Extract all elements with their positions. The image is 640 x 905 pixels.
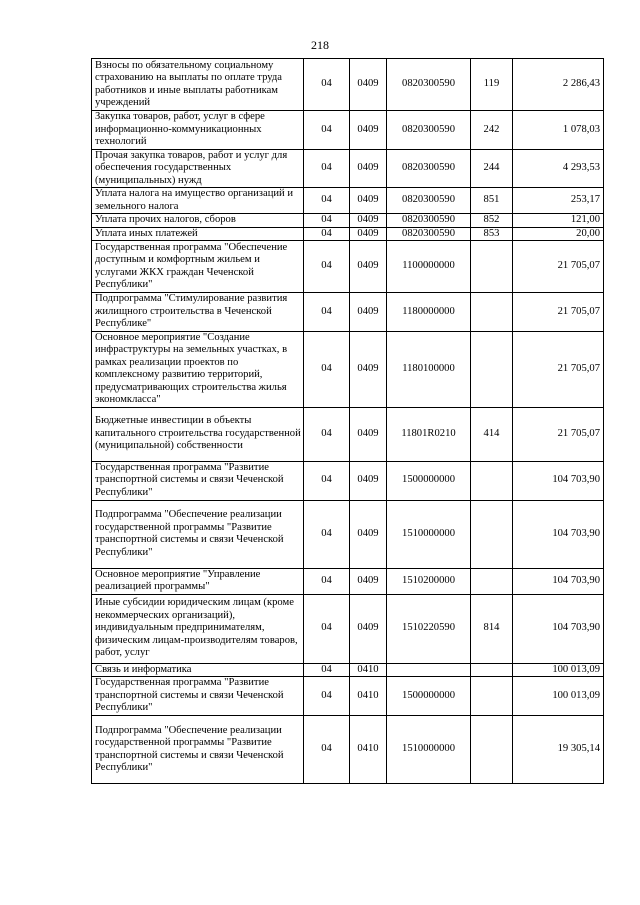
row-section: 04 bbox=[304, 568, 350, 594]
row-target-article: 1510000000 bbox=[387, 716, 471, 784]
row-target-article: 1180000000 bbox=[387, 293, 471, 332]
table-row bbox=[92, 331, 604, 407]
table-row bbox=[92, 293, 604, 332]
row-expense-type: 851 bbox=[471, 188, 513, 214]
table-row bbox=[92, 407, 604, 461]
row-expense-type bbox=[471, 241, 513, 293]
table-row bbox=[92, 227, 604, 241]
row-amount: 21 705,07 bbox=[513, 293, 604, 332]
row-section: 04 bbox=[304, 214, 350, 228]
row-target-article: 11801R0210 bbox=[387, 407, 471, 461]
row-subsection: 0410 bbox=[350, 716, 387, 784]
row-subsection: 0409 bbox=[350, 461, 387, 500]
row-target-article: 0820300590 bbox=[387, 188, 471, 214]
row-expense-type bbox=[471, 716, 513, 784]
row-name: Государственная программа "Обеспечение доступным и комфортным жильем и услугами ЖКХ граждан Чеченской Республики" bbox=[92, 241, 304, 293]
row-expense-type: 414 bbox=[471, 407, 513, 461]
table-row bbox=[92, 568, 604, 594]
table-row bbox=[92, 677, 604, 716]
row-name: Связь и информатика bbox=[92, 663, 304, 677]
row-subsection: 0409 bbox=[350, 568, 387, 594]
table-row bbox=[92, 716, 604, 784]
row-target-article: 1510200000 bbox=[387, 568, 471, 594]
row-amount: 121,00 bbox=[513, 214, 604, 228]
row-amount: 104 703,90 bbox=[513, 594, 604, 663]
row-section: 04 bbox=[304, 663, 350, 677]
row-target-article: 1510220590 bbox=[387, 594, 471, 663]
row-subsection: 0409 bbox=[350, 111, 387, 150]
row-name: Бюджетные инвестиции в объекты капитального строительства государственной (муниципальной) собственности bbox=[92, 407, 304, 461]
row-subsection: 0410 bbox=[350, 677, 387, 716]
row-name: Подпрограмма "Стимулирование развития жилищного строительства в Чеченской Республике" bbox=[92, 293, 304, 332]
row-name: Подпрограмма "Обеспечение реализации государственной программы "Развитие транспортной системы и связи Чеченской Республики" bbox=[92, 500, 304, 568]
row-section: 04 bbox=[304, 331, 350, 407]
row-expense-type bbox=[471, 461, 513, 500]
row-subsection: 0409 bbox=[350, 241, 387, 293]
row-amount: 104 703,90 bbox=[513, 568, 604, 594]
table-row bbox=[92, 241, 604, 293]
row-expense-type bbox=[471, 663, 513, 677]
row-amount: 104 703,90 bbox=[513, 461, 604, 500]
row-expense-type: 853 bbox=[471, 227, 513, 241]
row-name: Подпрограмма "Обеспечение реализации государственной программы "Развитие транспортной системы и связи Чеченской Республики" bbox=[92, 716, 304, 784]
row-target-article bbox=[387, 663, 471, 677]
row-expense-type bbox=[471, 500, 513, 568]
table-row bbox=[92, 461, 604, 500]
row-amount: 1 078,03 bbox=[513, 111, 604, 150]
row-section: 04 bbox=[304, 677, 350, 716]
row-subsection: 0409 bbox=[350, 214, 387, 228]
row-subsection: 0409 bbox=[350, 500, 387, 568]
row-section: 04 bbox=[304, 293, 350, 332]
row-amount: 2 286,43 bbox=[513, 59, 604, 111]
row-amount: 4 293,53 bbox=[513, 149, 604, 188]
page-number: 218 bbox=[311, 38, 329, 52]
row-section: 04 bbox=[304, 716, 350, 784]
row-name: Закупка товаров, работ, услуг в сфере информационно-коммуникационных технологий bbox=[92, 111, 304, 150]
row-section: 04 bbox=[304, 500, 350, 568]
row-target-article: 0820300590 bbox=[387, 149, 471, 188]
row-name: Государственная программа "Развитие транспортной системы и связи Чеченской Республики" bbox=[92, 461, 304, 500]
row-section: 04 bbox=[304, 407, 350, 461]
row-subsection: 0409 bbox=[350, 59, 387, 111]
row-section: 04 bbox=[304, 241, 350, 293]
budget-table bbox=[91, 58, 604, 784]
row-target-article: 1500000000 bbox=[387, 677, 471, 716]
row-expense-type: 119 bbox=[471, 59, 513, 111]
row-name: Уплата налога на имущество организаций и земельного налога bbox=[92, 188, 304, 214]
row-subsection: 0409 bbox=[350, 188, 387, 214]
row-target-article: 0820300590 bbox=[387, 227, 471, 241]
row-expense-type bbox=[471, 568, 513, 594]
row-name: Уплата иных платежей bbox=[92, 227, 304, 241]
row-section: 04 bbox=[304, 149, 350, 188]
row-amount: 100 013,09 bbox=[513, 663, 604, 677]
row-target-article: 1180100000 bbox=[387, 331, 471, 407]
row-target-article: 0820300590 bbox=[387, 111, 471, 150]
row-section: 04 bbox=[304, 227, 350, 241]
row-expense-type bbox=[471, 331, 513, 407]
row-expense-type: 814 bbox=[471, 594, 513, 663]
table-row bbox=[92, 500, 604, 568]
row-section: 04 bbox=[304, 111, 350, 150]
row-section: 04 bbox=[304, 188, 350, 214]
table-row bbox=[92, 111, 604, 150]
row-expense-type: 242 bbox=[471, 111, 513, 150]
row-subsection: 0409 bbox=[350, 407, 387, 461]
row-section: 04 bbox=[304, 461, 350, 500]
row-amount: 20,00 bbox=[513, 227, 604, 241]
row-target-article: 1510000000 bbox=[387, 500, 471, 568]
table-row bbox=[92, 663, 604, 677]
row-amount: 21 705,07 bbox=[513, 241, 604, 293]
table-row bbox=[92, 214, 604, 228]
row-expense-type: 244 bbox=[471, 149, 513, 188]
row-section: 04 bbox=[304, 59, 350, 111]
row-name: Основное мероприятие "Создание инфраструктуры на земельных участках, в рамках реализации проектов по комплексному развитию территорий, предусматривающих строительства жилья экономкласса" bbox=[92, 331, 304, 407]
row-subsection: 0409 bbox=[350, 227, 387, 241]
row-name: Иные субсидии юридическим лицам (кроме некоммерческих организаций), индивидуальным предпринимателям, физическим лицам-производителям товаров, работ, услуг bbox=[92, 594, 304, 663]
table-row bbox=[92, 188, 604, 214]
row-subsection: 0409 bbox=[350, 331, 387, 407]
table-row bbox=[92, 594, 604, 663]
row-target-article: 1100000000 bbox=[387, 241, 471, 293]
row-amount: 19 305,14 bbox=[513, 716, 604, 784]
row-subsection: 0409 bbox=[350, 149, 387, 188]
row-target-article: 1500000000 bbox=[387, 461, 471, 500]
row-amount: 21 705,07 bbox=[513, 331, 604, 407]
row-section: 04 bbox=[304, 594, 350, 663]
row-name: Прочая закупка товаров, работ и услуг для обеспечения государственных (муниципальных) нужд bbox=[92, 149, 304, 188]
row-name: Уплата прочих налогов, сборов bbox=[92, 214, 304, 228]
row-expense-type: 852 bbox=[471, 214, 513, 228]
row-name: Основное мероприятие "Управление реализацией программы" bbox=[92, 568, 304, 594]
row-subsection: 0409 bbox=[350, 293, 387, 332]
row-name: Государственная программа "Развитие транспортной системы и связи Чеченской Республики" bbox=[92, 677, 304, 716]
table-row bbox=[92, 59, 604, 111]
row-amount: 21 705,07 bbox=[513, 407, 604, 461]
row-subsection: 0409 bbox=[350, 594, 387, 663]
row-amount: 104 703,90 bbox=[513, 500, 604, 568]
row-amount: 100 013,09 bbox=[513, 677, 604, 716]
row-expense-type bbox=[471, 677, 513, 716]
table-row bbox=[92, 149, 604, 188]
row-amount: 253,17 bbox=[513, 188, 604, 214]
row-subsection: 0410 bbox=[350, 663, 387, 677]
row-target-article: 0820300590 bbox=[387, 214, 471, 228]
row-name: Взносы по обязательному социальному страхованию на выплаты по оплате труда работников и иные выплаты работникам учреждений bbox=[92, 59, 304, 111]
row-expense-type bbox=[471, 293, 513, 332]
row-target-article: 0820300590 bbox=[387, 59, 471, 111]
